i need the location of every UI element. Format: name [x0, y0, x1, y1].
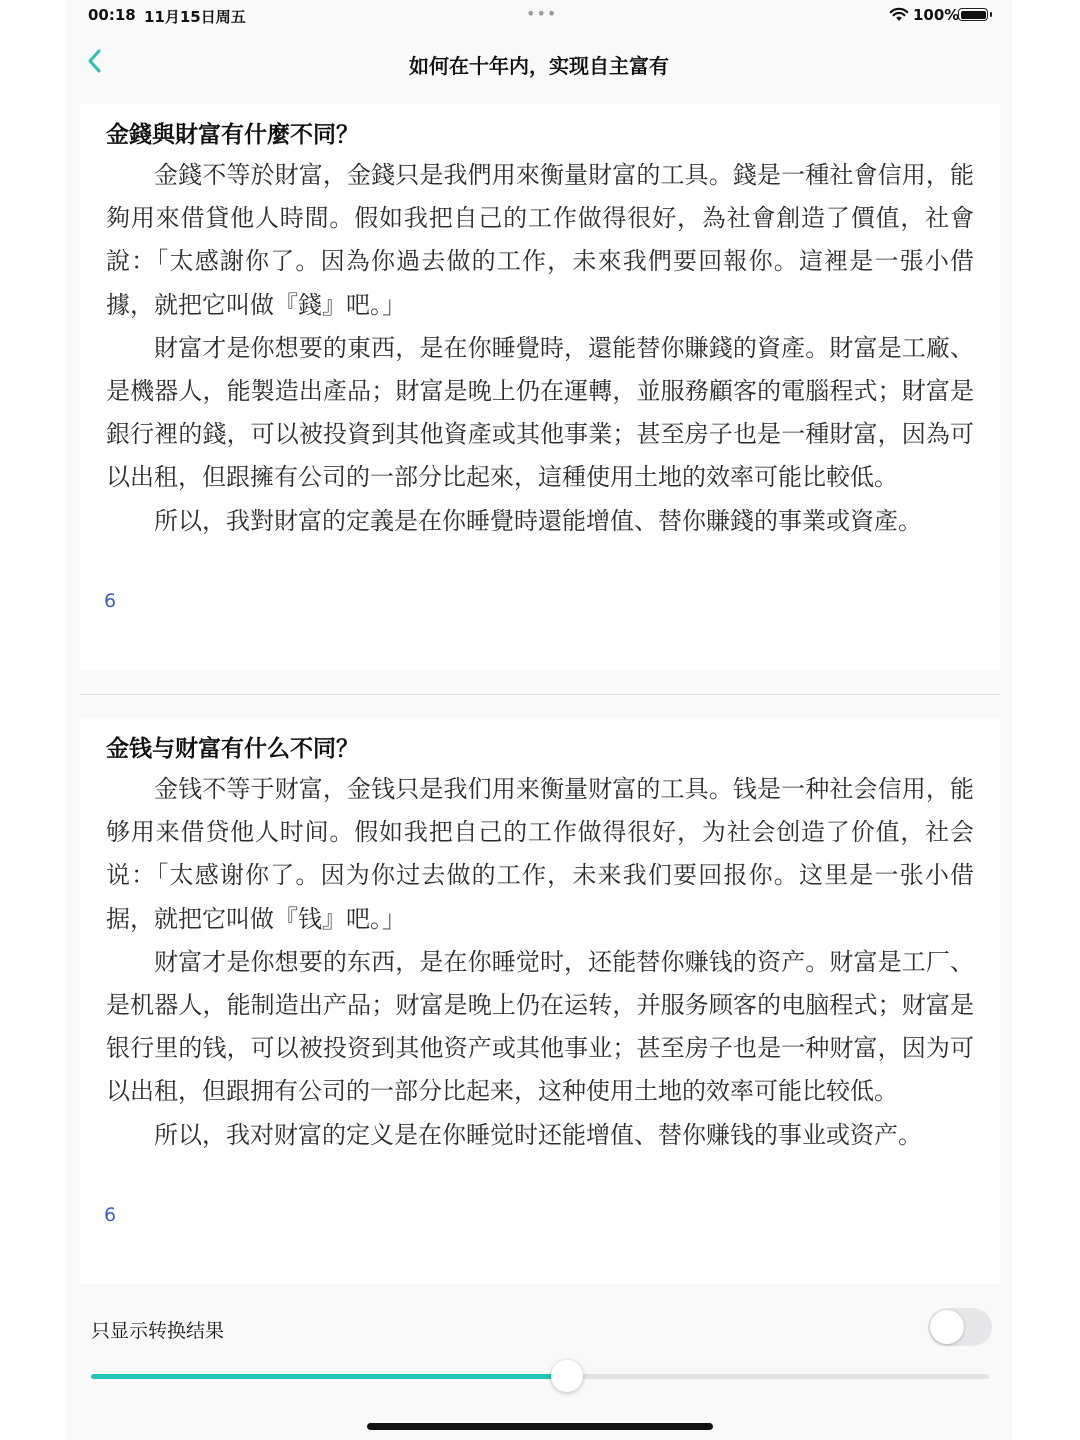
paragraph: 財富才是你想要的東西，是在你睡覺時，還能替你賺錢的資產。財富是工廠、是機器人，能製造出產品；財富是晚上仍在運轉，並服務顧客的電腦程式；財富是銀行裡的錢，可以被投資到其他資產或其他事業；甚至房子也是一種財富，因為可以出租，但跟擁有公司的一部分比起來，這種使用土地的效率可能比較低。: [106, 333, 974, 492]
page-title: 如何在十年内，实现自主富有: [409, 54, 669, 78]
home-indicator[interactable]: [367, 1423, 713, 1430]
card-body: [106, 154, 974, 543]
toggle-knob[interactable]: [930, 1310, 964, 1344]
status-time: 00:18: [88, 6, 136, 24]
battery-percent: 100%: [913, 6, 960, 24]
slider-fill: [91, 1374, 567, 1379]
paragraph: 所以，我对财富的定义是在你睡觉时还能增值、替你赚钱的事业或资产。: [154, 1120, 922, 1149]
simplified-text-card: [80, 718, 1000, 1284]
status-bar: [0, 0, 1080, 30]
card-heading: 金錢與財富有什麼不同？: [106, 122, 359, 148]
paragraph: 财富才是你想要的东西，是在你睡觉时，还能替你赚钱的资产。财富是工厂、是机器人，能制造出产品；财富是晚上仍在运转，并服务顾客的电脑程式；财富是银行里的钱，可以被投资到其他资产或其他事业；甚至房子也是一种财富，因为可以出租，但跟拥有公司的一部分比起来，这种使用土地的效率可能比较低。: [106, 947, 974, 1106]
nav-bar: [66, 34, 1012, 90]
page-number: 6: [104, 590, 117, 612]
card-body: [106, 768, 974, 1157]
paragraph: 金钱不等于财富，金钱只是我们用来衡量财富的工具。钱是一种社会信用，能够用来借贷他人时间。假如我把自己的工作做得很好，为社会创造了价值，社会说：「太感谢你了。因为你过去做的工作，未来我们要回报你。这里是一张小借据，就把它叫做『钱』吧。」: [106, 775, 974, 933]
toggle-label: 只显示转换结果: [91, 1320, 225, 1342]
paragraph: 所以，我對財富的定義是在你睡覺時還能增值、替你賺錢的事業或資產。: [154, 506, 922, 535]
status-date: 11月15日周五: [144, 8, 246, 26]
page-number: 6: [104, 1204, 117, 1226]
show-converted-only-toggle[interactable]: [928, 1308, 992, 1346]
wifi-icon: [889, 6, 909, 22]
show-converted-only-row: [66, 1300, 1012, 1356]
card-heading: 金钱与财富有什么不同？: [106, 736, 359, 762]
battery-icon: [958, 8, 988, 21]
battery-fill: [961, 11, 986, 19]
slider-thumb[interactable]: [551, 1360, 583, 1392]
traditional-text-card: [80, 104, 1000, 670]
progress-slider[interactable]: [91, 1360, 989, 1394]
divider: [80, 694, 1000, 695]
multitasking-dots-icon[interactable]: •••: [526, 4, 558, 23]
paragraph: 金錢不等於財富，金錢只是我們用來衡量財富的工具。錢是一種社會信用，能夠用來借貸他人時間。假如我把自己的工作做得很好，為社會創造了價值，社會說：「太感謝你了。因為你過去做的工作，未來我們要回報你。這裡是一張小借據，就把它叫做『錢』吧。」: [106, 161, 974, 319]
